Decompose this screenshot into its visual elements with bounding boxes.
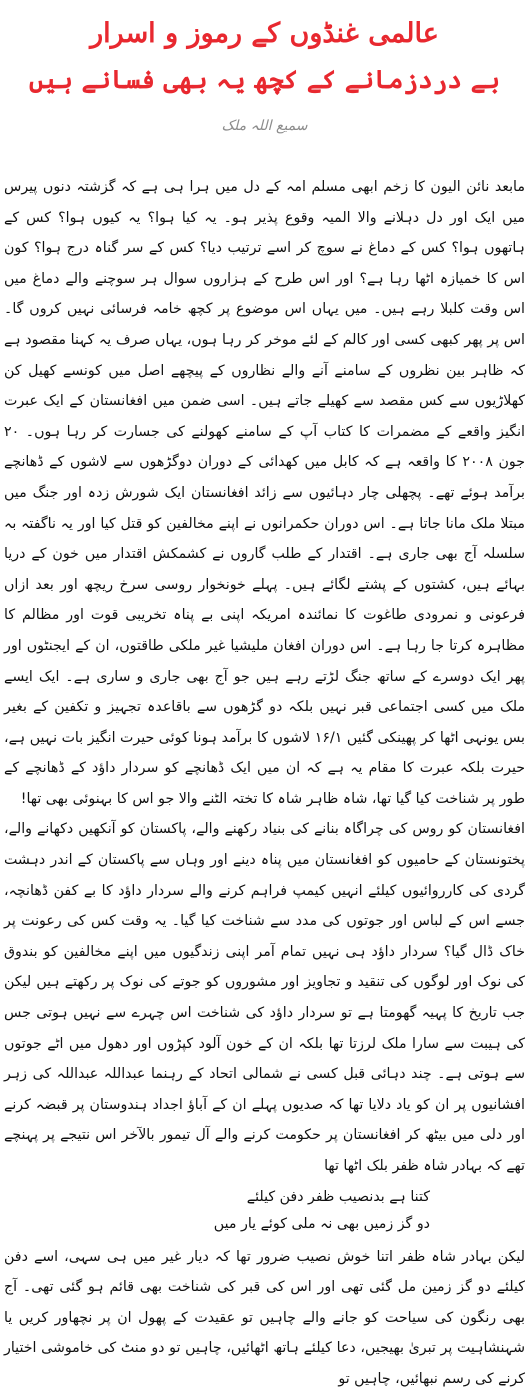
author-byline: سمیع اللہ ملک: [221, 118, 308, 134]
verse-couplet: [4, 1184, 525, 1238]
article-paragraph-3: لیکن بہادر شاہ ظفر اتنا خوش نصیب ضرور تھا کہ دیار غیر میں ہی سہی، اسے دفن کیلئے دو گز زمین مل گئی تھی اور اس کی قبر کی شناخت بھی قائم ہو گئی تھی۔ آج بھی رنگون کی سیاحت کو جانے والے چاہیں تو عقیدت کے پھول ان پر نچھاور کریں یا شہنشاہیت پر تبریٰ بھیجیں، دعا کیلئے ہاتھ اٹھائیں، چاہیں تو دو منٹ کی خاموشی اختیار کرنے کی رسم نبھائیں، چاہیں تو: [4, 1248, 525, 1387]
article-paragraph-1: مابعد نائن الیون کا زخم ابھی مسلم امہ کے دل میں ہرا ہی ہے کہ گزشتہ دنوں پیرس میں ایک اور دل دہلانے والا المیہ وقوع پذیر ہو۔ یہ کیا ہوا؟ یہ کیوں ہوا؟ کس کے ہاتھوں ہوا؟ کس کے دماغ نے سوچ کر اسے ترتیب دیا؟ کس کے سر گناہ درج ہوا؟ کون اس کا خمیازہ اٹھا رہا ہے؟ اور اس طرح کے ہزاروں سوال ہر سوچنے والے دماغ میں اس وقت کلبلا رہے ہیں۔ میں یہاں اس موضوع پر کچھ خامہ فرسائی نہیں کروں گا۔ اس پر پھر کبھی کسی اور کالم کے لئے موخر کر رہا ہوں، یہاں صرف یہ کہنا مقصود ہے کہ ظاہر بین نظروں کے سامنے آنے والے نظاروں کے پیچھے اصل میں کونسے کھیل کن کھلاڑیوں سے کس مقصد سے کھیلے جاتے ہیں۔ اسی ضمن میں افغانستان کے ایک عبرت انگیز واقعے کے مضمرات کا کتاب آپ کے سامنے کھولنے کی جسارت کر رہا ہوں۔ ۲۰ جون ۲۰۰۸ کا واقعہ ہے کہ کابل میں کھدائی کے دوران دوگڑھوں سے لاشوں کے ڈھانچے برآمد ہوئے تھے۔ پچھلی چار دہائیوں سے زائد افغانستان ایک شورش زدہ اور جنگ میں مبتلا ملک مانا جاتا ہے۔ اس دوران حکمرانوں نے اپنے مخالفین کو قتل کیا اور یہ ناگفتہ بہ سلسلہ آج بھی جاری ہے۔ اقتدار کے طلب گاروں نے کشمکش اقتدار میں خون کے دریا بہائے ہیں، کشتوں کے پشتے لگائے ہیں۔ پہلے خونخوار روسی سرخ ریچھ اور بعد ازاں فرعونی و نمرودی طاغوت کا نمائندہ امریکہ اپنی بے پناہ تخریبی قوت اور مظالم کا مظاہرہ کرتا جا رہا ہے۔ اس دوران افغان ملیشیا غیر ملکی طاقتوں، ان کے ایجنٹوں اور پھر ایک دوسرے کے ساتھ جنگ لڑتے رہے ہیں جو آج بھی جاری و ساری ہے۔ ایک ایسے ملک میں کسی اجتماعی قبر نہیں بلکہ دو گڑھوں سے باقاعدہ تجہیز و تکفین کے بغیر بس یونہی اٹھا کر پھینکی گئیں ۱۶/۱ لاشوں کا برآمد ہونا کوئی حیرت انگیز بات نہیں ہے، حیرت بلکہ عبرت کا مقام یہ ہے کہ ان میں ایک ڈھانچے کو سردار داؤد کے ڈھانچے کے طور پر شناخت کیا گیا تھا، شاہ ظاہر شاہ کا تختہ الٹنے والا جو اس کا بہنوئی بھی تھا!: [4, 179, 526, 807]
headline-block: [0, 14, 529, 100]
headline-subtitle: بے دردزمانے کے کچھ یہ بھی فسانے ہیں: [28, 65, 501, 94]
verse-line-2: دو گز زمیں بھی نہ ملی کوئے یار میں: [213, 1215, 430, 1232]
article-paragraph-2: افغانستان کو روس کی چراگاہ بنانے کی بنیاد رکھنے والے، پاکستان کو آنکھیں دکھانے والے، پختونستان کے حامیوں کو افغانستان میں پناہ دینے اور وہاں سے پاکستان کے اندر دہشت گردی کی کارروائیوں کیلئے انہیں کیمپ فراہم کرنے والے سردار داؤد کا بے کفن ڈھانچہ، جسے اس کے لباس اور جوتوں کی مدد سے شناخت کیا گیا۔ یہ وقت کس کی رعونت پر خاک ڈال گیا؟ سردار داؤد ہی نہیں تمام آمر اپنی زندگیوں میں اپنے مخالفین کو بندوق کی نوک اور لوگوں کی تنقید و تجاویز اور مشوروں کو جوتے کی نوک پر رکھتے ہیں لیکن جب تاریخ کا پہیہ گھومتا ہے تو سردار داؤد کی شناخت اس چہرے سے نہیں ہوتی جس کی ہیبت سے سارا ملک لرزتا تھا بلکہ ان کے خون آلود کپڑوں اور دھول میں اٹے جوتوں سے ہوتی ہے۔ چند دہائی قبل کسی نے شمالی اتحاد کے رہنما عبداللہ عبداللہ کی زہر افشانیوں پر ان کو یاد دلایا تھا کہ صدیوں پہلے ان کے آباؤ اجداد ہندوستان پر قبضہ کرنے اور دلی میں بیٹھ کر افغانستان پر حکومت کرنے والے آل تیمور بالآخر اس نتیجے پر پہنچے تھے کہ بہادر شاہ ظفر بلک اٹھا تھا: [4, 821, 525, 1174]
headline-title: عالمی غنڈوں کے رموز و اسرار: [90, 18, 439, 49]
article-body: [4, 172, 526, 1387]
verse-line-1: کتنا ہے بدنصیب ظفر دفن کیلئے: [246, 1188, 430, 1205]
